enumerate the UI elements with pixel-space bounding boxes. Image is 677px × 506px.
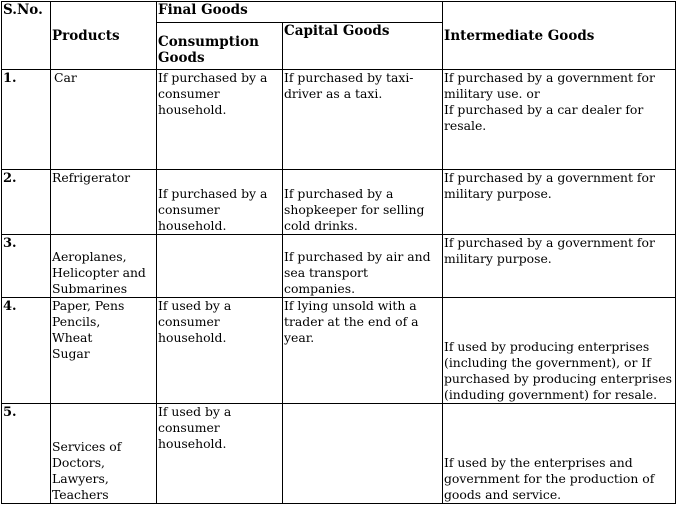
header-intermediate-goods: Intermediate Goods bbox=[443, 2, 676, 70]
row-capital: If purchased by taxi-driver as a taxi. bbox=[283, 70, 443, 170]
row-product bbox=[51, 404, 157, 504]
header-capital-goods: Capital Goods bbox=[283, 23, 443, 70]
table-row bbox=[2, 70, 676, 170]
goods-classification-table bbox=[1, 1, 676, 504]
intermediate-line: If used by the enterprises and government for the production of goods and service. bbox=[444, 455, 655, 502]
row-capital: If lying unsold with a trader at the end of a year. bbox=[283, 298, 443, 404]
intermediate-line: If purchased by a government for military purpose. bbox=[444, 235, 655, 266]
product-line: Pencils, bbox=[52, 314, 101, 329]
row-sno: 4. bbox=[2, 298, 51, 404]
table-row bbox=[2, 170, 676, 235]
row-consumption: If used by a consumer household. bbox=[157, 404, 283, 504]
row-product bbox=[51, 235, 157, 298]
row-consumption bbox=[157, 235, 283, 298]
product-line: Sugar bbox=[52, 346, 90, 361]
row-consumption: If used by a consumer household. bbox=[157, 298, 283, 404]
header-sno: S.No. bbox=[2, 2, 51, 70]
row-product bbox=[51, 170, 157, 235]
row-product bbox=[51, 70, 157, 170]
row-intermediate bbox=[443, 404, 676, 504]
intermediate-line: If purchased by a government for military purpose. bbox=[444, 170, 655, 201]
table-row bbox=[2, 235, 676, 298]
header-final-goods: Final Goods bbox=[157, 2, 443, 23]
table-row bbox=[2, 404, 676, 504]
product-line: Car bbox=[54, 70, 77, 85]
row-sno: 1. bbox=[2, 70, 51, 170]
table-row bbox=[2, 298, 676, 404]
product-line: Paper, Pens bbox=[52, 298, 125, 313]
row-intermediate bbox=[443, 70, 676, 170]
row-consumption: If purchased by a consumer household. bbox=[157, 170, 283, 235]
row-intermediate bbox=[443, 235, 676, 298]
intermediate-line: If used by producing enterprises (including the government), or If purchased by producing enterprises (induding government) for resale. bbox=[444, 339, 672, 402]
row-capital bbox=[283, 404, 443, 504]
row-sno: 2. bbox=[2, 170, 51, 235]
product-line: Aeroplanes, Helicopter and Submarines bbox=[52, 249, 146, 296]
row-consumption: If purchased by a consumer household. bbox=[157, 70, 283, 170]
row-capital: If purchased by air and sea transport companies. bbox=[283, 235, 443, 298]
intermediate-line: If purchased by a car dealer for resale. bbox=[444, 102, 644, 133]
product-line: Refrigerator bbox=[52, 170, 131, 185]
row-intermediate bbox=[443, 170, 676, 235]
row-intermediate bbox=[443, 298, 676, 404]
header-products: Products bbox=[51, 2, 157, 70]
row-product bbox=[51, 298, 157, 404]
row-capital: If purchased by a shopkeeper for selling cold drinks. bbox=[283, 170, 443, 235]
header-consumption-goods: Consumption Goods bbox=[157, 23, 283, 70]
row-sno: 5. bbox=[2, 404, 51, 504]
intermediate-line: If purchased by a government for military use. or bbox=[444, 70, 655, 101]
header-row-top bbox=[2, 2, 676, 23]
row-sno: 3. bbox=[2, 235, 51, 298]
product-line: Wheat bbox=[52, 330, 93, 345]
product-line: Services of Doctors, Lawyers, Teachers bbox=[52, 439, 122, 502]
